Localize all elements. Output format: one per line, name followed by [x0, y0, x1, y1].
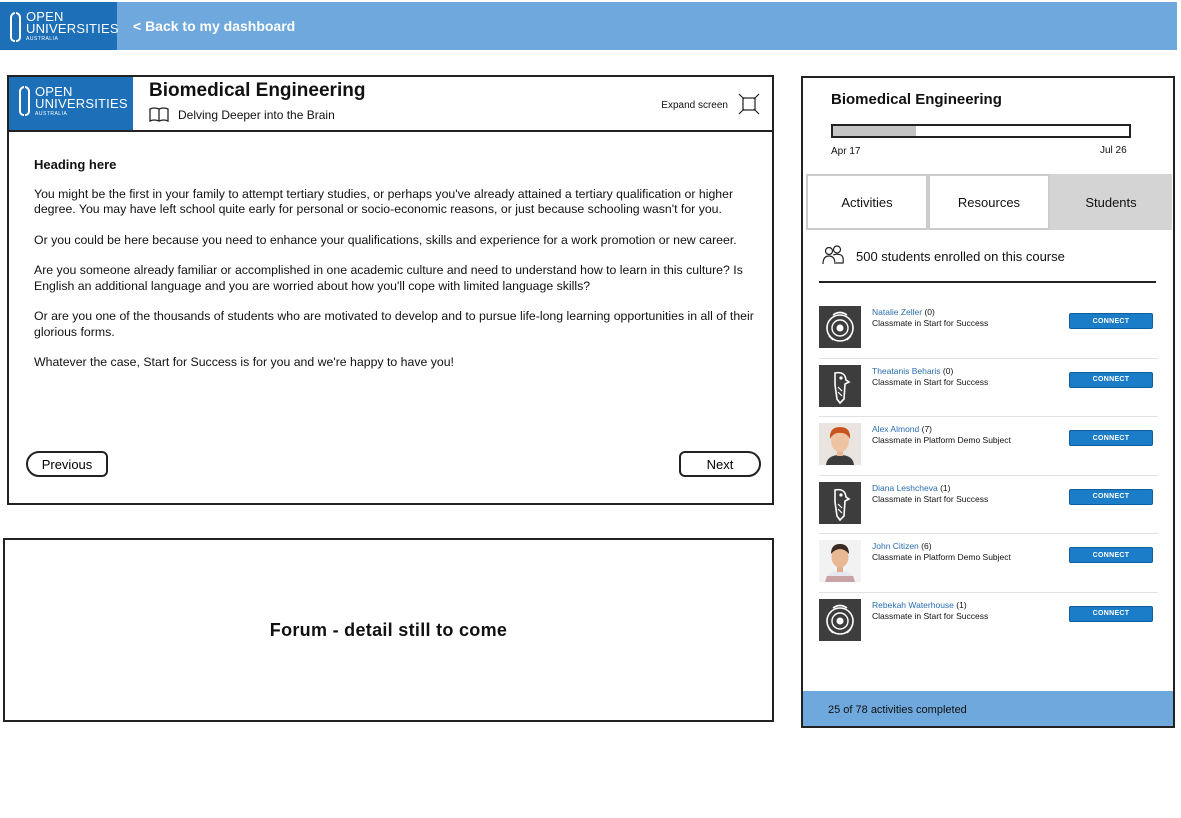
people-icon [821, 245, 845, 268]
student-name-line [872, 483, 950, 493]
student-list [819, 300, 1158, 651]
connect-button[interactable]: CONNECT [1069, 606, 1153, 622]
connect-button[interactable]: CONNECT [1069, 489, 1153, 505]
sidebar-tabs [806, 174, 1173, 230]
student-meta: Classmate in Start for Success [872, 493, 989, 504]
lesson-brand-logo [9, 77, 133, 130]
student-row [819, 300, 1158, 359]
lesson-panel [7, 75, 774, 505]
lesson-paragraph: Or you could be here because you need to enhance your qualifications, skills and experience for a work promotion or new career. [34, 232, 737, 247]
expand-screen-button[interactable] [661, 93, 760, 118]
student-count: (0) [924, 307, 935, 317]
logo-line3: AUSTRALIA [35, 110, 68, 117]
student-name-link[interactable]: Theatanis Beharis [872, 365, 941, 376]
logo-line2: UNIVERSITIES [26, 21, 119, 37]
avatar-image [819, 482, 861, 524]
student-count: (1) [956, 599, 967, 610]
course-sidebar [801, 76, 1175, 728]
student-name-link[interactable]: Natalie Zeller [872, 307, 923, 317]
tab-activities[interactable]: Activities [806, 174, 928, 230]
avatar[interactable] [819, 482, 861, 524]
logo-icon [19, 86, 30, 116]
logo-line2: UNIVERSITIES [35, 96, 128, 112]
previous-button[interactable]: Previous [26, 451, 108, 477]
student-name-link[interactable]: John Citizen [872, 541, 919, 551]
lesson-paragraph: Or are you one of the thousands of students who are motivated to develop and to pursue life-long learning opportunities in all of their glorious forms. [34, 309, 754, 339]
student-row [819, 359, 1158, 418]
student-count: (6) [921, 541, 932, 551]
student-name-line [872, 307, 935, 317]
logo-line1: OPEN [26, 9, 64, 24]
student-name-link[interactable]: Alex Almond [872, 424, 920, 434]
student-name-line [872, 366, 953, 376]
lesson-header [9, 77, 772, 132]
student-meta: Classmate in Start for Success [872, 376, 989, 387]
avatar-image [819, 599, 861, 641]
student-meta: Classmate in Start for Success [872, 610, 989, 621]
student-name-line [872, 424, 932, 434]
lesson-content [34, 157, 762, 386]
avatar[interactable] [819, 365, 861, 407]
enrolled-summary [821, 245, 1065, 268]
lesson-paragraph: Are you someone already familiar or accomplished in one academic culture and need to understand how to learn in this culture? Is English an additional language and you are worried about how you'll cope with limited language skills? [34, 263, 743, 293]
logo-line3: AUSTRALIA [26, 35, 59, 42]
logo-line1: OPEN [35, 84, 73, 99]
student-name-line [872, 600, 967, 610]
course-end-date: Jul 26 [1100, 145, 1127, 156]
lesson-paragraph: You might be the first in your family to attempt tertiary studies, or perhaps you've already attained a tertiary qualification or higher degree. You may have left school quite early for personal or socio-economic reasons, or just because schooling wasn't for you. [34, 186, 734, 216]
activities-completed-footer [803, 691, 1175, 728]
activities-completed-text: 25 of 78 activities completed [828, 703, 967, 716]
expand-screen-label: Expand screen [661, 100, 728, 111]
tab-students[interactable]: Students [1050, 174, 1172, 230]
connect-button[interactable]: CONNECT [1069, 372, 1153, 388]
book-icon [149, 107, 169, 122]
course-start-date: Apr 17 [831, 146, 861, 157]
connect-button[interactable]: CONNECT [1069, 313, 1153, 329]
top-bar [0, 2, 1177, 50]
avatar-image [819, 423, 861, 465]
student-name-line [872, 541, 932, 551]
connect-button[interactable]: CONNECT [1069, 547, 1153, 563]
connect-button[interactable]: CONNECT [1069, 430, 1153, 446]
student-row [819, 417, 1158, 476]
enrolled-count-text: 500 students enrolled on this course [856, 249, 1065, 264]
lesson-course-title: Biomedical Engineering [149, 80, 366, 101]
brand-logo[interactable] [0, 2, 117, 50]
student-meta: Classmate in Platform Demo Subject [872, 435, 1011, 445]
expand-icon [738, 93, 760, 118]
avatar-image [819, 306, 861, 348]
avatar[interactable] [819, 599, 861, 641]
back-to-dashboard-link[interactable]: < Back to my dashboard [133, 18, 296, 34]
student-name-link[interactable]: Diana Leshcheva [872, 482, 938, 493]
student-row [819, 476, 1158, 535]
lesson-paragraph: Whatever the case, Start for Success is for you and we're happy to have you! [34, 355, 454, 369]
student-meta: Classmate in Platform Demo Subject [872, 552, 1011, 562]
lesson-subtitle-row [149, 107, 335, 122]
course-progress-bar [831, 124, 1131, 138]
logo-icon [10, 12, 21, 42]
avatar[interactable] [819, 423, 861, 465]
student-count: (0) [942, 365, 954, 376]
course-progress-fill [833, 126, 916, 136]
lesson-heading: Heading here [34, 157, 117, 172]
student-count: (7) [921, 424, 933, 434]
avatar[interactable] [819, 306, 861, 348]
avatar[interactable] [819, 540, 861, 582]
lesson-subtitle: Delving Deeper into the Brain [178, 107, 335, 122]
next-button[interactable]: Next [679, 451, 761, 477]
forum-panel [3, 538, 774, 722]
tab-resources[interactable]: Resources [928, 174, 1050, 230]
student-meta: Classmate in Start for Success [872, 318, 989, 328]
student-row [819, 593, 1158, 652]
student-name-link[interactable]: Rebekah Waterhouse [872, 599, 954, 610]
avatar-image [819, 540, 861, 582]
sidebar-course-title: Biomedical Engineering [831, 91, 1002, 108]
student-row [819, 534, 1158, 593]
student-count: (1) [940, 482, 951, 493]
divider [819, 281, 1156, 283]
forum-placeholder: Forum - detail still to come [269, 619, 508, 640]
avatar-image [819, 365, 861, 407]
